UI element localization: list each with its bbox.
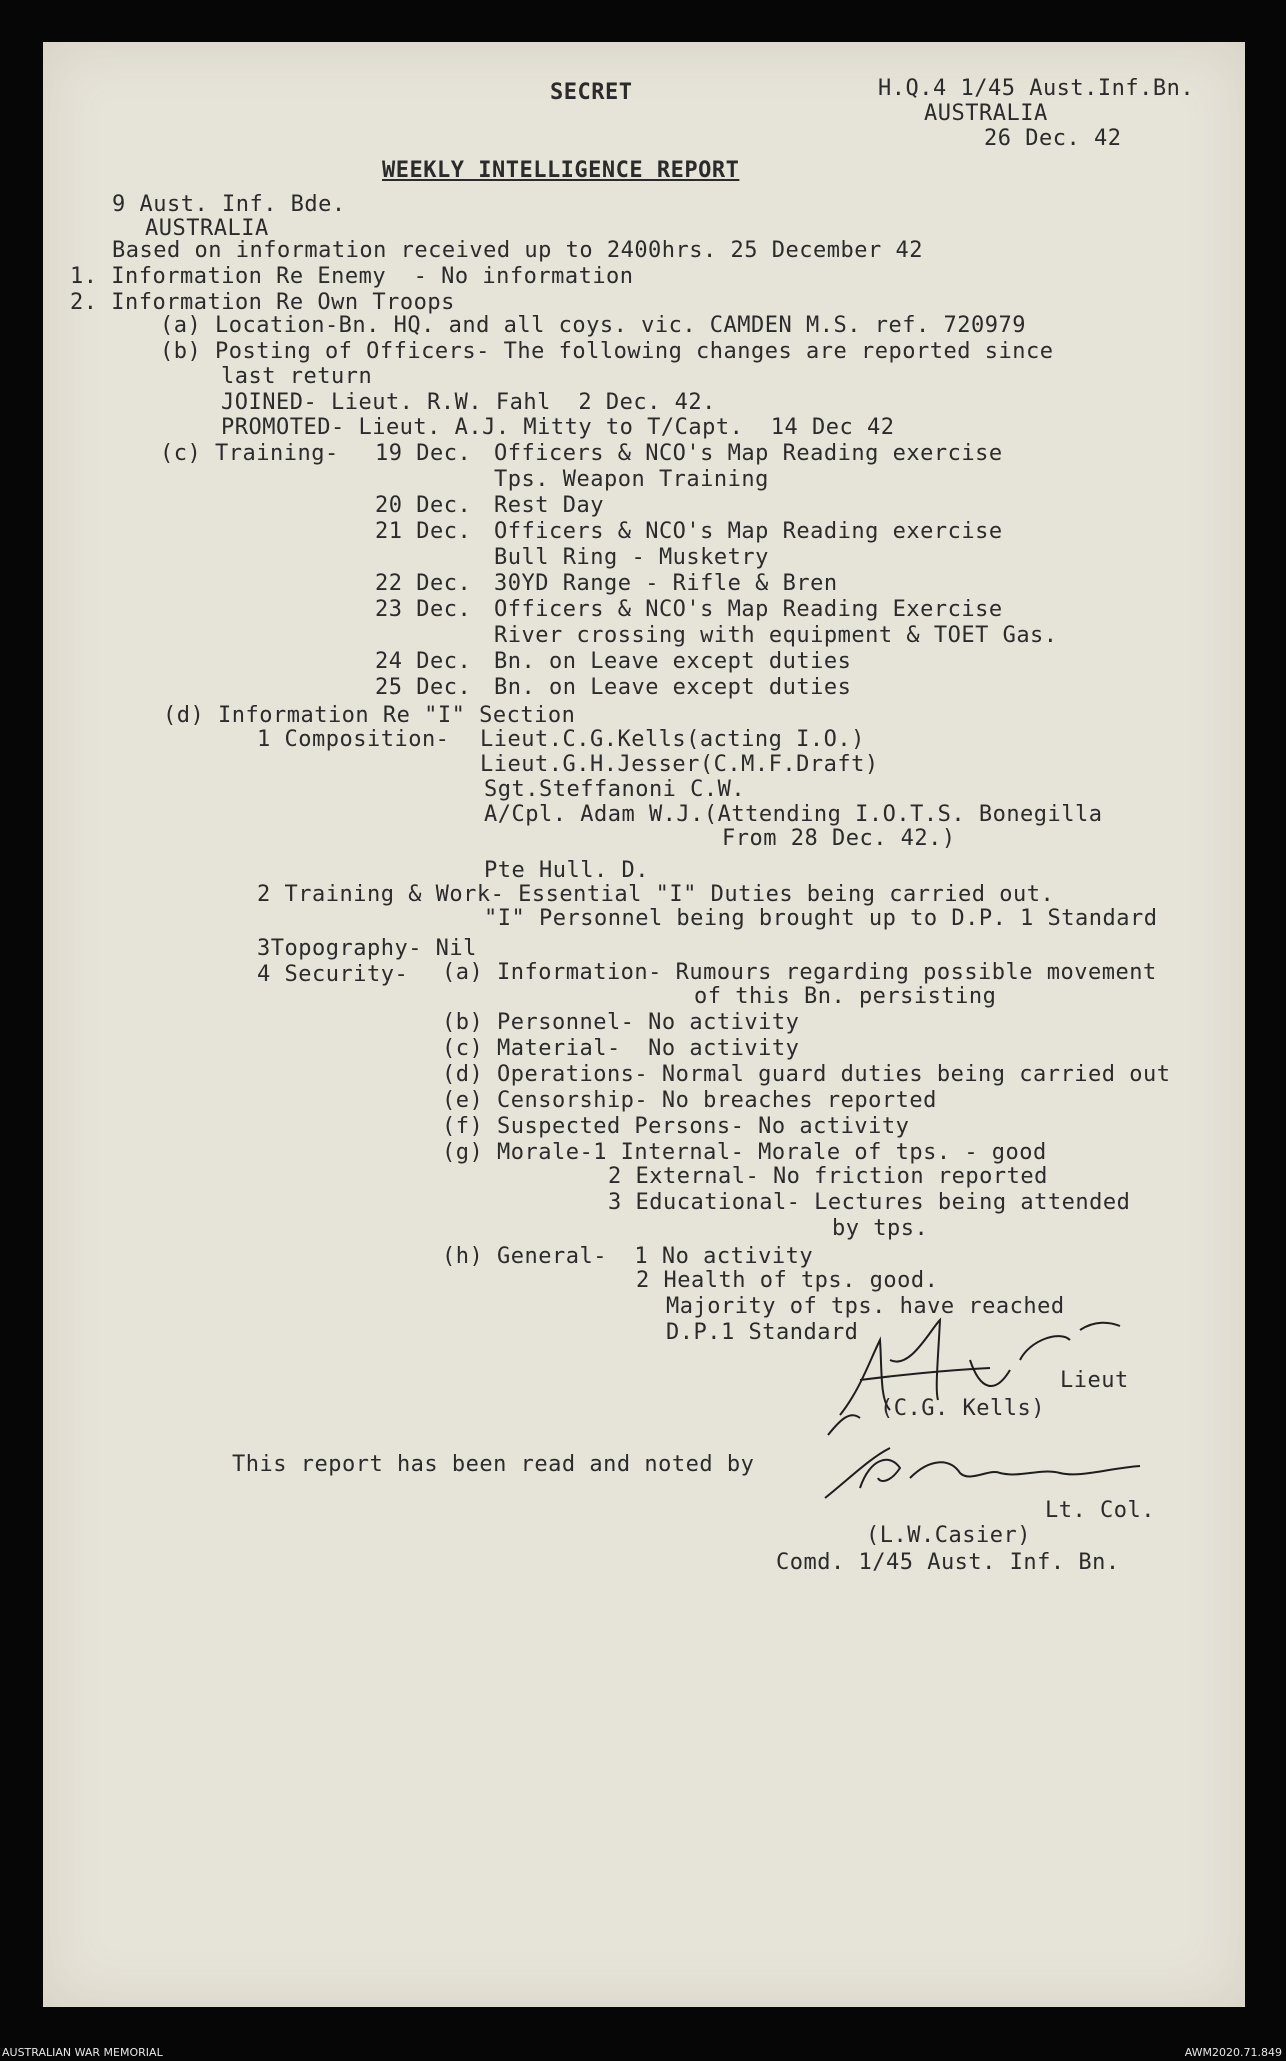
training-activity: Officers & NCO's Map Reading Exercise <box>494 597 1003 622</box>
training-date: 19 Dec. <box>375 441 472 466</box>
unit-line1: H.Q.4 1/45 Aust.Inf.Bn. <box>878 76 1195 101</box>
training-activity: Tps. Weapon Training <box>494 467 769 492</box>
training-label: (c) Training- <box>160 441 339 466</box>
training-activity: Officers & NCO's Map Reading exercise <box>494 519 1003 544</box>
report-date: 26 Dec. 42 <box>984 126 1122 151</box>
security-label: 4 Security- <box>257 962 409 987</box>
casier-title: Comd. 1/45 Aust. Inf. Bn. <box>776 1550 1120 1575</box>
footer-left: AUSTRALIAN WAR MEMORIAL <box>2 2046 163 2059</box>
training-date: 24 Dec. <box>375 649 472 674</box>
composition-3: Sgt.Steffanoni C.W. <box>484 777 746 802</box>
casier-rank: Lt. Col. <box>1045 1498 1155 1523</box>
training-activity: River crossing with equipment & TOET Gas. <box>494 623 1058 648</box>
addressee-line2: AUSTRALIA <box>145 216 269 241</box>
morale-educational-cont: by tps. <box>832 1216 929 1241</box>
casier-name: (L.W.Casier) <box>866 1523 1031 1548</box>
unit-line2: AUSTRALIA <box>924 101 1048 126</box>
composition-2: Lieut.G.H.Jesser(C.M.F.Draft) <box>480 752 879 777</box>
composition-label: 1 Composition- <box>257 727 450 752</box>
noted-line: This report has been read and noted by <box>232 1452 755 1477</box>
composition-1: Lieut.C.G.Kells(acting I.O.) <box>480 727 865 752</box>
training-activity: Bull Ring - Musketry <box>494 545 769 570</box>
training-date: 25 Dec. <box>375 675 472 700</box>
composition-4: A/Cpl. Adam W.J.(Attending I.O.T.S. Bonegilla <box>484 802 1103 827</box>
training-date: 21 Dec. <box>375 519 472 544</box>
report-title: WEEKLY INTELLIGENCE REPORT <box>382 158 740 183</box>
morale-educational: 3 Educational- Lectures being attended <box>608 1190 1131 1215</box>
security-item: (e) Censorship- No breaches reported <box>442 1088 937 1113</box>
kells-name: (C.G. Kells) <box>880 1396 1045 1421</box>
composition-5: From 28 Dec. 42.) <box>722 826 956 851</box>
training-activity: 30YD Range - Rifle & Bren <box>494 571 838 596</box>
training-activity: Bn. on Leave except duties <box>494 675 852 700</box>
training-activity: Officers & NCO's Map Reading exercise <box>494 441 1003 466</box>
footer-right: AWM2020.71.849 <box>1184 2046 1282 2059</box>
classification-label: SECRET <box>550 80 633 105</box>
section-2: 2. Information Re Own Troops <box>70 290 455 315</box>
security-item: (d) Operations- Normal guard duties being carried out <box>442 1062 1171 1087</box>
section-1: 1. Information Re Enemy - No information <box>70 264 634 289</box>
item-a-location: (a) Location-Bn. HQ. and all coys. vic. CAMDEN M.S. ref. 720979 <box>160 313 1026 338</box>
general-line2: 2 Health of tps. good. <box>636 1268 939 1293</box>
training-work-line1: 2 Training & Work- Essential "I" Duties being carried out. <box>257 882 1055 907</box>
promoted-line: PROMOTED- Lieut. A.J. Mitty to T/Capt. 14 Dec 42 <box>221 415 895 440</box>
training-date: 20 Dec. <box>375 493 472 518</box>
security-item: (f) Suspected Persons- No activity <box>442 1114 910 1139</box>
morale-external: 2 External- No friction reported <box>608 1164 1048 1189</box>
item-b-posting-cont: last return <box>221 364 373 389</box>
security-item: (b) Personnel- No activity <box>442 1010 800 1035</box>
item-b-posting: (b) Posting of Officers- The following changes are reported since <box>160 339 1054 364</box>
general-line3: Majority of tps. have reached <box>666 1294 1065 1319</box>
training-date: 23 Dec. <box>375 597 472 622</box>
security-a-cont: of this Bn. persisting <box>694 984 997 1009</box>
general-line1: (h) General- 1 No activity <box>442 1244 814 1269</box>
security-item: (c) Material- No activity <box>442 1036 800 1061</box>
joined-line: JOINED- Lieut. R.W. Fahl 2 Dec. 42. <box>221 390 716 415</box>
kells-rank: Lieut <box>1060 1368 1129 1393</box>
training-activity: Rest Day <box>494 493 604 518</box>
training-work-line2: "I" Personnel being brought up to D.P. 1 Standard <box>484 906 1158 931</box>
item-d-i-section: (d) Information Re "I" Section <box>163 703 576 728</box>
training-activity: Bn. on Leave except duties <box>494 649 852 674</box>
security-a: (a) Information- Rumours regarding possible movement <box>442 960 1157 985</box>
composition-6: Pte Hull. D. <box>484 858 649 883</box>
basis-line: Based on information received up to 2400hrs. 25 December 42 <box>112 238 923 263</box>
topography-line: 3Topography- Nil <box>257 936 477 961</box>
training-date: 22 Dec. <box>375 571 472 596</box>
addressee-line1: 9 Aust. Inf. Bde. <box>112 192 346 217</box>
general-line4: D.P.1 Standard <box>666 1320 859 1345</box>
security-item: (g) Morale-1 Internal- Morale of tps. - good <box>442 1140 1047 1165</box>
